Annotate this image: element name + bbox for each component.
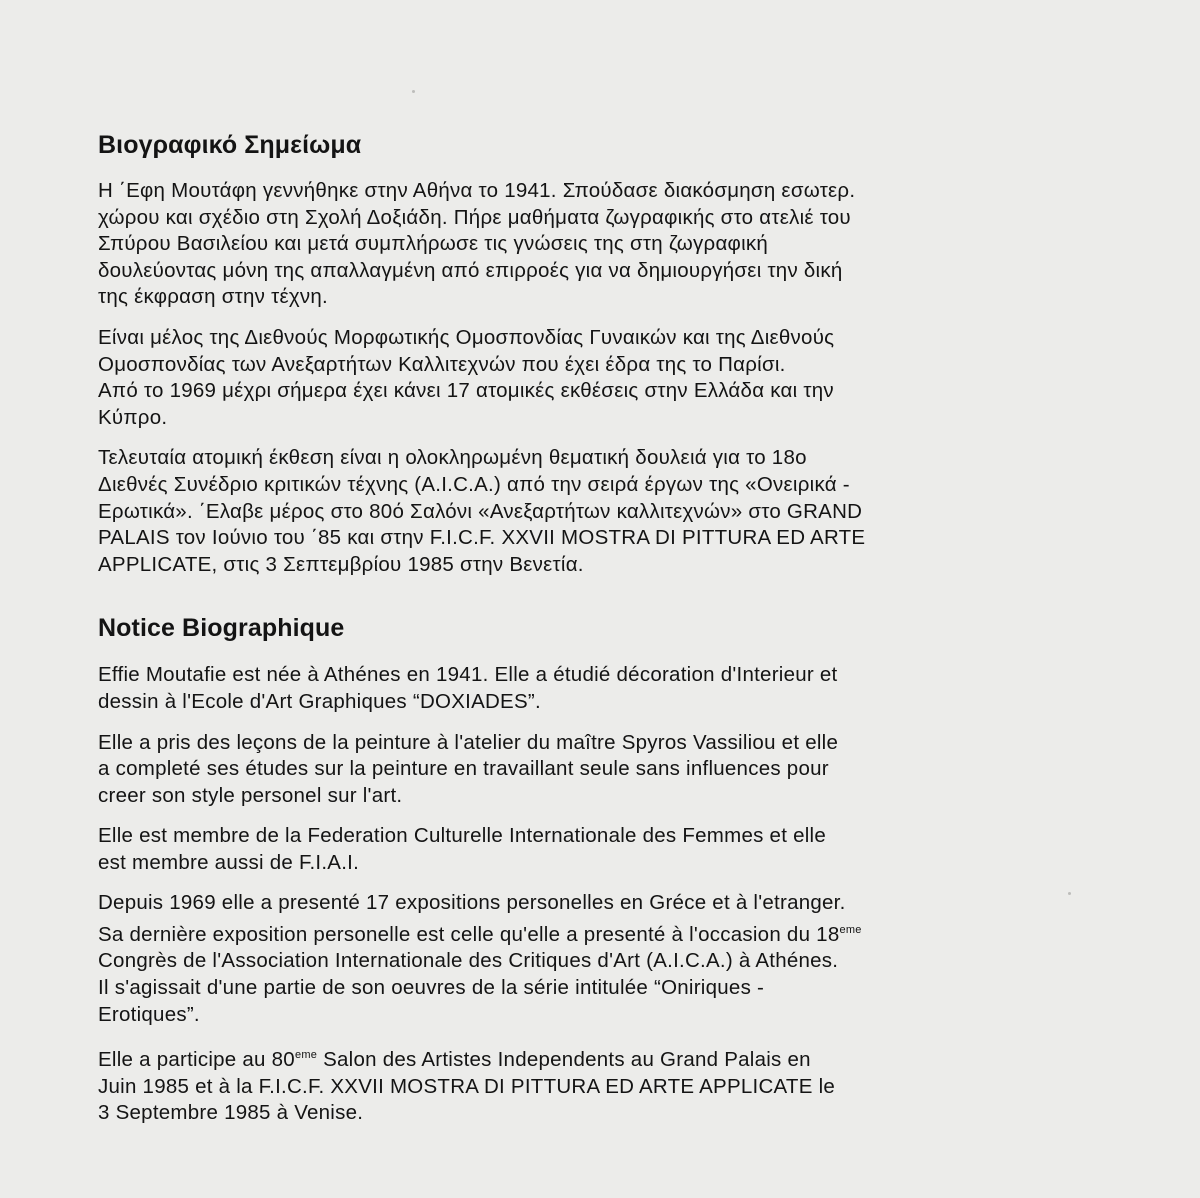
text-line: dessin à l'Ecole d'Art Graphiques “DOXIADES”. (98, 689, 541, 713)
text-line: APPLICATE, στις 3 Σεπτεμβρίου 1985 στην Βενετία. (98, 552, 584, 576)
text-line: Effie Moutafie est née à Athénes en 1941. Elle a étudié décoration d'Interieur et (98, 663, 838, 687)
text-line: Il s'agissait d'une partie de son oeuvres de la série intitulée “Oniriques - (98, 976, 765, 1000)
french-paragraph-1 (98, 662, 1058, 715)
text-line: δουλεύοντας μόνη της απαλλαγμένη από επιρροές για να δημιουργήσει την δική (98, 258, 843, 282)
text-line: Κύπρο. (98, 405, 168, 429)
text-line: Salon des Artistes Independents au Grand Palais en (317, 1048, 811, 1072)
text-line: Depuis 1969 elle a presenté 17 expositions personelles en Gréce et à l'etranger. (98, 891, 846, 915)
text-line: PALAIS τον Ιούνιο του ΄85 και στην F.I.C.F. XXVII MOSTRA DI PITTURA ED ARTE (98, 526, 866, 550)
text-line: Ερωτικά». ΄Ελαβε μέρος στο 80ό Σαλόνι «Ανεξαρτήτων καλλιτεχνών» στο GRAND (98, 499, 863, 523)
superscript-eme: eme (839, 924, 862, 937)
speck (1068, 892, 1071, 895)
text-line: Από το 1969 μέχρι σήμερα έχει κάνει 17 ατομικές εκθέσεις στην Ελλάδα και την (98, 379, 834, 403)
text-line: est membre aussi de F.I.A.I. (98, 850, 360, 874)
text-line: Τελευταία ατομική έκθεση είναι η ολοκληρωμένη θεματική δουλειά για το 18ο (98, 446, 807, 470)
text-line: Σπύρου Βασιλείου και μετά συμπλήρωσε τις γνώσεις της στη ζωγραφική (98, 232, 769, 256)
text-line: Ομοσπονδίας των Ανεξαρτήτων Καλλιτεχνών που έχει έδρα της το Παρίσι. (98, 352, 786, 376)
text-line: a completé ses études sur la peinture en travaillant seule sans influences pour (98, 757, 829, 781)
greek-paragraph-2 (98, 325, 1058, 431)
greek-paragraph-1 (98, 178, 1058, 311)
french-heading: Notice Biographique (98, 614, 345, 643)
text-line: Erotiques”. (98, 1002, 200, 1026)
text-line: Congrès de l'Association Internationale des Critiques d'Art (A.I.C.A.) à Athénes. (98, 949, 839, 973)
text-line: 3 Septembre 1985 à Venise. (98, 1101, 364, 1125)
text-line: Διεθνές Συνέδριο κριτικών τέχνης (A.I.C.A.) από την σειρά έργων της «Ονειρικά - (98, 472, 850, 496)
text-line: χώρου και σχέδιο στη Σχολή Δοξιάδη. Πήρε μαθήματα ζωγραφικής στο ατελιέ του (98, 205, 851, 229)
speck (412, 90, 415, 93)
french-paragraph-2 (98, 730, 1058, 810)
text-line: Elle a participe au 80 (98, 1048, 295, 1072)
text-line: Juin 1985 et à la F.I.C.F. XXVII MOSTRA DI PITTURA ED ARTE APPLICATE le (98, 1074, 836, 1098)
french-paragraph-3 (98, 823, 1058, 876)
text-line: Elle est membre de la Federation Culturelle Internationale des Femmes et elle (98, 824, 826, 848)
french-paragraph-5 (98, 1042, 1058, 1127)
greek-heading: Βιογραφικό Σημείωμα (98, 131, 362, 159)
text-line: Elle a pris des leçons de la peinture à l'atelier du maître Spyros Vassiliou et elle (98, 730, 839, 754)
text-line: Sa dernière exposition personelle est celle qu'elle a presenté à l'occasion du 18 (98, 922, 840, 946)
superscript-eme: eme (294, 1049, 318, 1062)
text-line: της έκφραση στην τέχνη. (98, 285, 328, 309)
french-paragraph-4 (98, 890, 1058, 1028)
text-line: Η ΄Εφη Μουτάφη γεννήθηκε στην Αθήνα το 1941. Σπούδασε διακόσμηση εσωτερ. (98, 179, 856, 202)
biography-page (98, 128, 1058, 1127)
text-line: creer son style personel sur l'art. (98, 783, 403, 807)
text-line: Είναι μέλος της Διεθνούς Μορφωτικής Ομοσπονδίας Γυναικών και της Διεθνούς (98, 325, 835, 349)
greek-paragraph-3 (98, 445, 1058, 578)
